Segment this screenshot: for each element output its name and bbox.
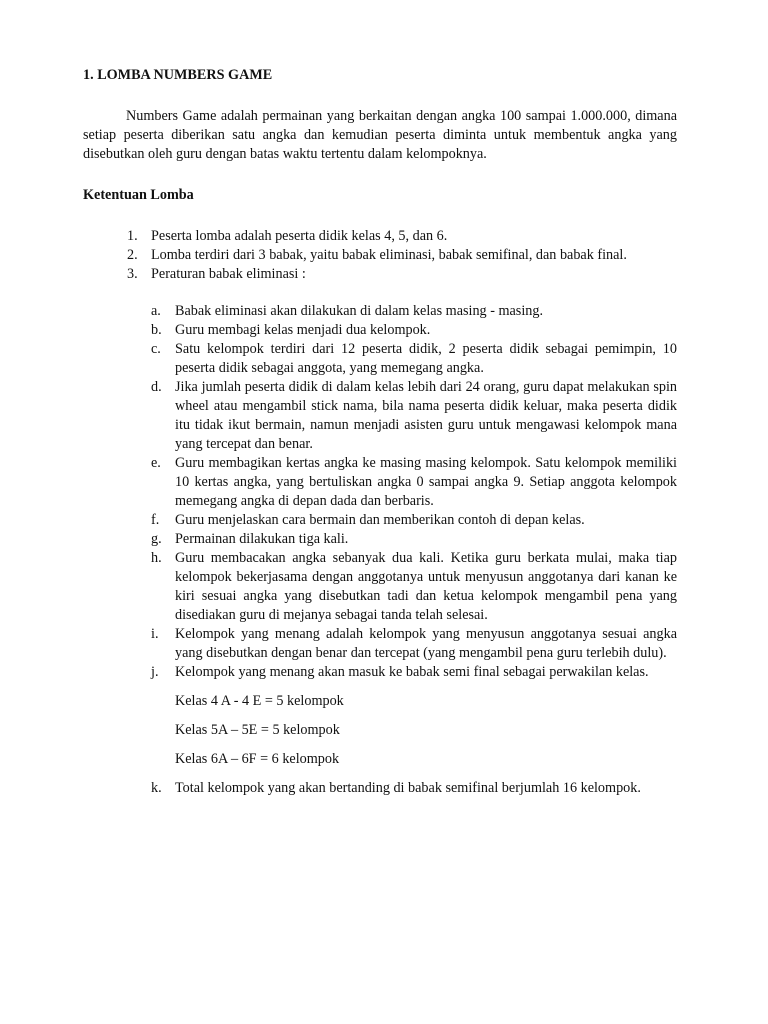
rule-item (83, 227, 677, 246)
eliminasi-item (83, 378, 677, 454)
item-marker: i. (151, 626, 159, 642)
item-text: Permainan dilakukan tiga kali. (175, 531, 349, 547)
rule-number: 1. (127, 228, 138, 244)
item-text: Total kelompok yang akan bertanding di babak semifinal berjumlah 16 kelompok. (175, 780, 641, 796)
item-text: Kelompok yang menang adalah kelompok yang menyusun anggotanya sesuai angka yang disebutkan dengan benar dan tercepat (yang mengambil pena guru terlebih dulu). (175, 626, 677, 661)
section-heading: 1. LOMBA NUMBERS GAME (83, 67, 273, 83)
eliminasi-list (83, 302, 677, 682)
item-marker: d. (151, 379, 162, 395)
rule-text: Lomba terdiri dari 3 babak, yaitu babak eliminasi, babak semifinal, dan babak final. (151, 247, 627, 263)
eliminasi-item (83, 625, 677, 663)
item-text: Babak eliminasi akan dilakukan di dalam kelas masing - masing. (175, 303, 543, 319)
rule-number: 2. (127, 247, 138, 263)
eliminasi-item (83, 511, 677, 530)
item-text: Jika jumlah peserta didik di dalam kelas lebih dari 24 orang, guru dapat melakukan spin wheel atau mengambil stick nama, bila nama peserta didik keluar, maka peserta didik itu tidak ikut bermain, namun menjadi asisten guru untuk mengawasi kelompok mana yang tercepat dan benar. (175, 379, 677, 452)
rule-text: Peraturan babak eliminasi : (151, 266, 306, 282)
kelas-group-line: Kelas 6A – 6F = 6 kelompok (175, 751, 340, 767)
item-marker: c. (151, 341, 161, 357)
eliminasi-item (83, 549, 677, 625)
item-marker: b. (151, 322, 162, 338)
item-marker: a. (151, 303, 161, 319)
item-text: Guru membagi kelas menjadi dua kelompok. (175, 322, 431, 338)
item-marker: f. (151, 512, 160, 528)
rules-list (83, 227, 677, 284)
eliminasi-item (83, 454, 677, 511)
eliminasi-item (83, 302, 677, 321)
item-marker: h. (151, 550, 162, 566)
kelas-group-line: Kelas 5A – 5E = 5 kelompok (175, 722, 340, 738)
document-page (83, 66, 677, 798)
item-text: Satu kelompok terdiri dari 12 peserta didik, 2 peserta didik sebagai pemimpin, 10 peserta didik sebagai anggota, yang memegang angka. (175, 341, 677, 376)
item-text: Guru menjelaskan cara bermain dan memberikan contoh di depan kelas. (175, 512, 585, 528)
eliminasi-item (83, 530, 677, 549)
item-text: Guru membagikan kertas angka ke masing masing kelompok. Satu kelompok memiliki 10 kertas angka, yang bertuliskan angka 0 sampai angka 9. Setiap anggota kelompok memegang angka di depan dada dan berbaris. (175, 455, 677, 509)
rule-text: Peserta lomba adalah peserta didik kelas 4, 5, dan 6. (151, 228, 448, 244)
rules-subheading: Ketentuan Lomba (83, 187, 194, 203)
item-marker: e. (151, 455, 161, 471)
eliminasi-item (83, 779, 677, 798)
rule-item (83, 265, 677, 284)
item-text: Kelompok yang menang akan masuk ke babak semi final sebagai perwakilan kelas. (175, 664, 649, 680)
item-text: Guru membacakan angka sebanyak dua kali. Ketika guru berkata mulai, maka tiap kelompok bekerjasama dengan anggotanya untuk menyusun anggotanya dari kanan ke kiri sesuai angka yang disebutkan tadi dan ketua kelompok mengambil pena yang disediakan guru di mejanya sebagai tanda telah selesai. (175, 550, 677, 623)
item-marker: k. (151, 780, 162, 796)
intro-paragraph: Numbers Game adalah permainan yang berkaitan dengan angka 100 sampai 1.000.000, dimana setiap peserta diberikan satu angka dan kemudian peserta diminta untuk membentuk angka yang disebutkan oleh guru dengan batas waktu tertentu dalam kelompoknya. (83, 108, 677, 162)
item-marker: g. (151, 531, 162, 547)
final-list (83, 779, 677, 798)
rule-item (83, 246, 677, 265)
eliminasi-item (83, 340, 677, 378)
kelas-group-list (175, 692, 677, 769)
eliminasi-item (83, 321, 677, 340)
kelas-group-line: Kelas 4 A - 4 E = 5 kelompok (175, 693, 344, 709)
item-marker: j. (151, 664, 159, 680)
eliminasi-item (83, 663, 677, 682)
rule-number: 3. (127, 266, 138, 282)
